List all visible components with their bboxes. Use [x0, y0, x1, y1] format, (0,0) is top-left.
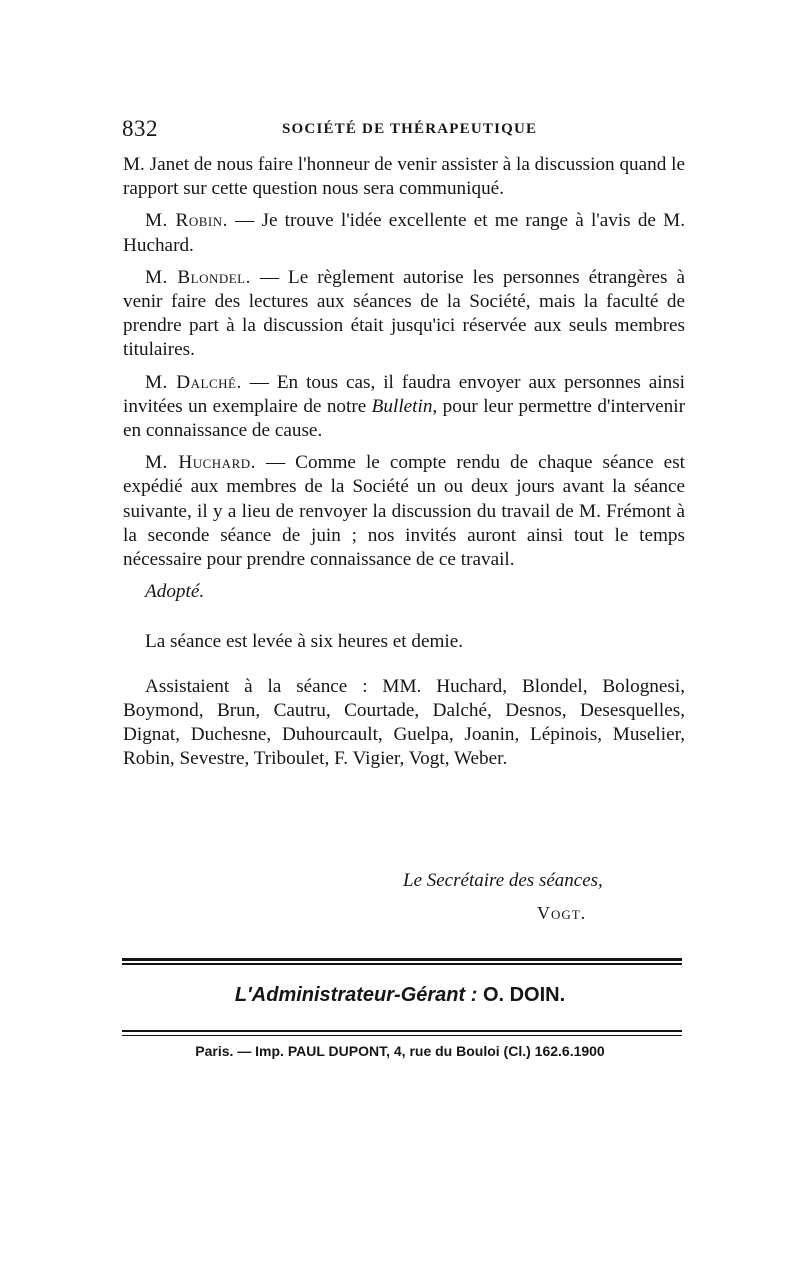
administrator-line [0, 984, 800, 1007]
paragraph-text: — En tous cas, il faudra envoyer aux personnes ainsi invitées un exemplaire de notre [123, 371, 686, 417]
paragraph-text: — Comme le compte rendu de chaque séance est expédié aux membres de la Société un ou deux jours avant la séance suivante, il y a lieu de renvoyer la discussion du travail de M. Frémont à la seconde séance de juin ; nos invités auront ainsi tout le temps nécessaire pour prendre connaissance de ce travail. [123, 452, 685, 571]
body-text [123, 153, 685, 779]
page-header [122, 112, 684, 148]
paragraph-blondel [123, 266, 685, 363]
divider-rule [122, 1030, 682, 1032]
paragraph-text: — Le règlement autorise les personnes étrangères à venir faire des lectures aux séances de la Société, mais la faculté de prendre part à la discussion était jusqu'ici réservée aux seuls membres titulaires. [123, 266, 685, 361]
administrator-title: L'Administrateur-Gérant : [234, 984, 483, 1006]
paragraph-text: M. Janet de nous faire l'honneur de venir assister à la discussion quand le rapport sur cette question nous sera communiqué. [123, 154, 685, 200]
speaker-name: M. Blondel. [145, 266, 251, 288]
running-title: SOCIÉTÉ DE THÉRAPEUTIQUE [282, 121, 538, 137]
paragraph-robin [123, 209, 685, 257]
attendance-list: Assistaient à la séance : MM. Huchard, Blondel, Bolognesi, Boymond, Brun, Cautru, Courtade, Dalché, Desnos, Desesquelles, Dignat, Duchesne, Duhourcault, Guelpa, Joanin, Lépinois, Muselier, Robin, Sevestre, Triboulet, F. Vigier, Vogt, Weber. [123, 675, 685, 770]
administrator-name: O. DOIN. [482, 984, 566, 1006]
bulletin-title: Bulletin [371, 395, 433, 417]
paragraph-huchard [123, 451, 685, 572]
paragraph-text: — Je trouve l'idée excellente et me range à l'avis de M. Huchard. [123, 210, 685, 256]
secretary-title: Le Secrétaire des séances, [403, 870, 603, 891]
divider-rule [122, 1035, 682, 1036]
speaker-name: M. Robin. [145, 210, 228, 232]
paragraph-text: , pour leur permettre d'intervenir en connaissance de cause. [123, 395, 685, 442]
divider-rule [122, 958, 682, 961]
printer-imprint: Paris. — Imp. PAUL DUPONT, 4, rue du Bouloi (Cl.) 162.6.1900 [195, 1043, 605, 1059]
paragraph-continuation [123, 153, 685, 201]
closing-line: La séance est levée à six heures et demie. [145, 631, 464, 653]
adopted-note: Adopté. [145, 581, 205, 603]
page-number: 832 [122, 116, 158, 141]
speaker-name: M. Huchard. [145, 452, 256, 474]
paragraph-dalche [123, 371, 685, 444]
secretary-name: Vogt. [537, 903, 587, 923]
speaker-name: M. Dalché. [145, 371, 242, 393]
divider-rule [122, 963, 682, 965]
